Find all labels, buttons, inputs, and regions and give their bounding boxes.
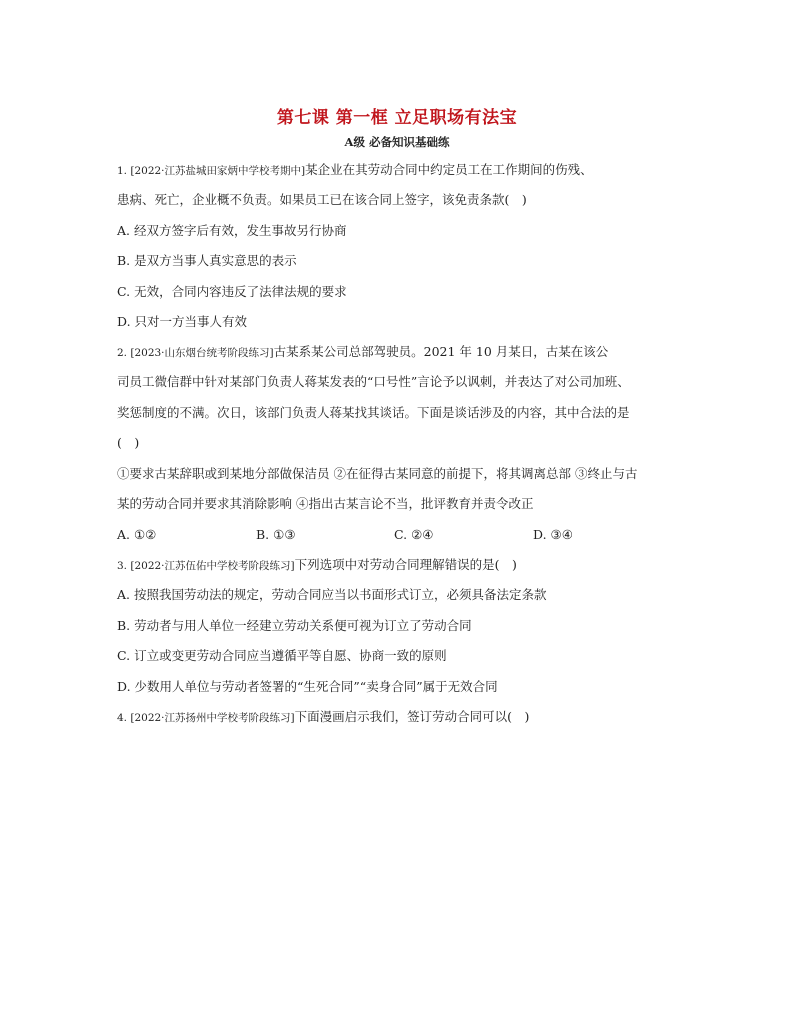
question-2-option-b: B. ①③ xyxy=(256,527,296,542)
question-1-stem-line-2: 患病、死亡，企业概不负责。如果员工已在该合同上签字，该免责条款( ) xyxy=(117,192,527,207)
question-3-option-a: A. 按照我国劳动法的规定，劳动合同应当以书面形式订立，必须具备法定条款 xyxy=(117,587,547,602)
question-1-option-b: B. 是双方当事人真实意思的表示 xyxy=(117,253,297,268)
question-2-items-line-2: 某的劳动合同并要求其消除影响 ④指出古某言论不当，批评教育并责令改正 xyxy=(117,496,534,511)
question-1-option-d: D. 只对一方当事人有效 xyxy=(117,314,248,329)
question-1-option-a: A. 经双方签字后有效，发生事故另行协商 xyxy=(117,223,347,238)
question-2-stem-line-1: 古某系某公司总部驾驶员。2021 年 10 月某日，古某在该公 xyxy=(273,344,609,359)
question-1-stem-line-1: 某企业在其劳动合同中约定员工在工作期间的伤残、 xyxy=(305,162,593,177)
question-2-stem-line-3: 奖惩制度的不满。次日，该部门负责人蒋某找其谈话。下面是谈话涉及的内容，其中合法的是 xyxy=(117,405,630,420)
question-1-option-c: C. 无效，合同内容违反了法律法规的要求 xyxy=(117,284,347,299)
question-4-source: 4. [2022·江苏扬州中学校考阶段练习] xyxy=(117,712,295,724)
question-3-option-d: D. 少数用人单位与劳动者签署的“生死合同”“卖身合同”属于无效合同 xyxy=(117,679,498,694)
page-title: 第七课 第一框 立足职场有法宝 xyxy=(276,108,518,128)
question-2-option-a: A. ①② xyxy=(117,527,157,542)
question-2-option-d: D. ③④ xyxy=(533,527,573,542)
question-1-line-1 xyxy=(117,162,593,179)
question-3-option-c: C. 订立或变更劳动合同应当遵循平等自愿、协商一致的原则 xyxy=(117,648,447,663)
question-2-stem-line-4: ( ) xyxy=(117,435,140,450)
question-3-line-1 xyxy=(117,557,517,574)
question-2-items-line-1: ①要求古某辞职或到某地分部做保洁员 ②在征得古某同意的前提下，将其调离总部 ③终止与古 xyxy=(117,466,638,481)
section-subtitle: A级 必备知识基础练 xyxy=(344,135,450,149)
question-3-option-b: B. 劳动者与用人单位一经建立劳动关系便可视为订立了劳动合同 xyxy=(117,618,472,633)
question-2-option-c: C. ②④ xyxy=(394,527,434,542)
question-3-source: 3. [2022·江苏伍佑中学校考阶段练习] xyxy=(117,560,295,572)
question-2-stem-line-2: 司员工微信群中针对某部门负责人蒋某发表的“口号性”言论予以讽刺，并表达了对公司加班、 xyxy=(117,374,630,389)
question-4-stem: 下面漫画启示我们，签订劳动合同可以( ) xyxy=(294,709,530,724)
question-4-line-1 xyxy=(117,709,529,726)
question-2-source: 2. [2023·山东烟台统考阶段练习] xyxy=(117,347,274,359)
question-2-line-1 xyxy=(117,344,608,361)
question-1-source: 1. [2022·江苏盐城田家炳中学校考期中] xyxy=(117,165,306,177)
question-3-stem: 下列选项中对劳动合同理解错误的是( ) xyxy=(294,557,517,572)
